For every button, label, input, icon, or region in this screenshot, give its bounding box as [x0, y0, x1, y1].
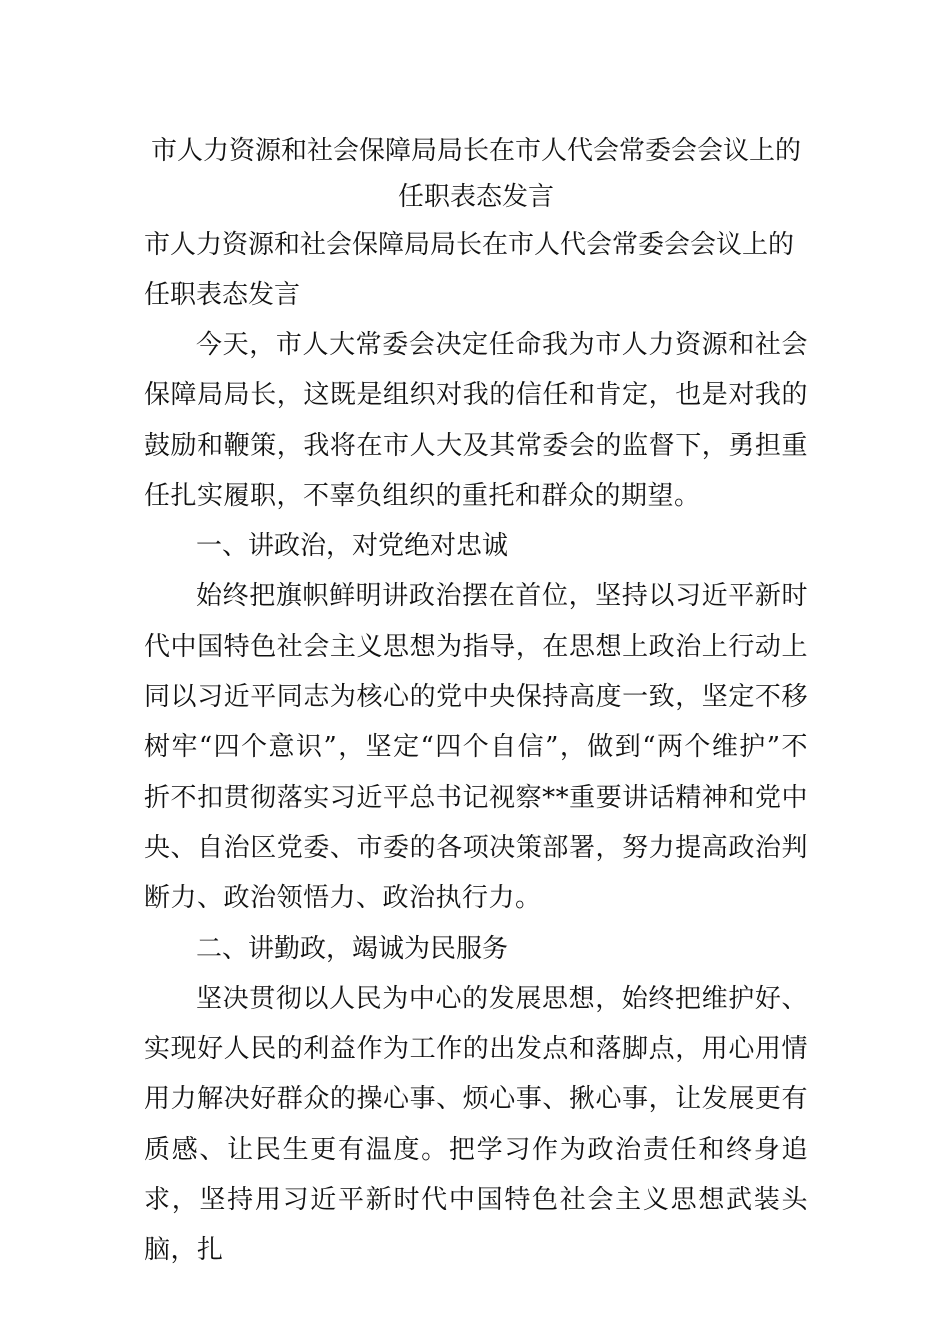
document-title: [144, 128, 808, 220]
document-page: [144, 128, 808, 1276]
section-heading-1: 一、讲政治，对党绝对忠诚: [196, 531, 509, 562]
intro-paragraph: 今天，市人大常委会决定任命我为市人力资源和社会保障局局长，这既是组织对我的信任和肯定，也是对我的鼓励和鞭策，我将在市人大及其常委会的监督下，勇担重任扎实履职，不辜负组织的重托和群众的期望。: [144, 330, 808, 511]
document-subtitle: 市人力资源和社会保障局局长在市人代会常委会会议上的任职表态发言: [144, 230, 795, 310]
section-heading-2: 二、讲勤政，竭诚为民服务: [196, 933, 509, 964]
section-1-paragraph: 始终把旗帜鲜明讲政治摆在首位，坚持以习近平新时代中国特色社会主义思想为指导，在思想上政治上行动上同以习近平同志为核心的党中央保持高度一致，坚定不移树牢“四个意识”，坚定“四个自信”，做到“两个维护”不折不扣贯彻落实习近平总书记视察**重要讲话精神和党中央、自治区党委、市委的各项决策部署，努力提高政治判断力、政治领悟力、政治执行力。: [144, 581, 808, 914]
section-2-paragraph: 坚决贯彻以人民为中心的发展思想，始终把维护好、实现好人民的利益作为工作的出发点和落脚点，用心用情用力解决好群众的操心事、烦心事、揪心事，让发展更有质感、让民生更有温度。把学习作为政治责任和终身追求，坚持用习近平新时代中国特色社会主义思想武装头脑，扎: [144, 983, 808, 1266]
title-line-1: 市人力资源和社会保障局局长在市人代会常委会会议上的: [150, 136, 801, 166]
title-line-2: 任职表态发言: [397, 182, 554, 212]
